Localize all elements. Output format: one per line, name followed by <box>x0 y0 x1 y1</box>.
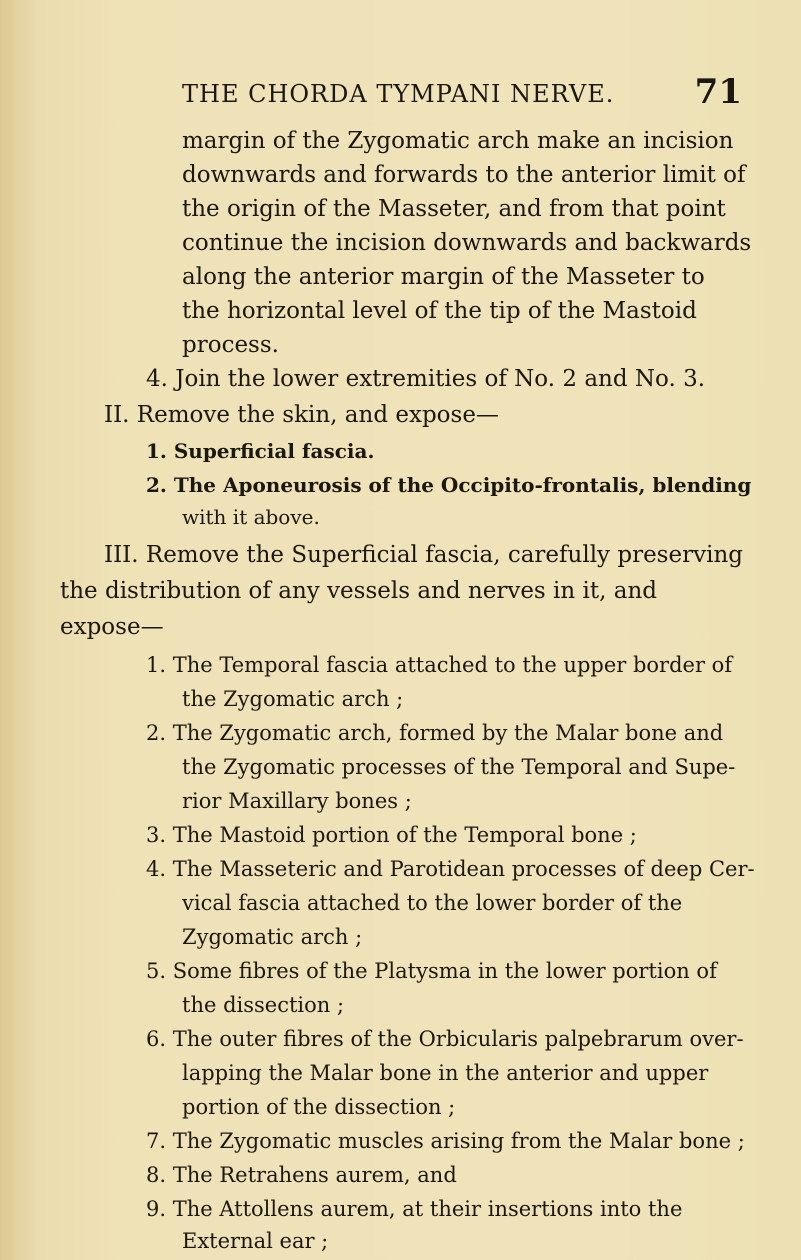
list-item: 1. Superficial fascia. <box>146 439 375 463</box>
text-line: the Zygomatic processes of the Temporal and Supe- <box>182 755 736 779</box>
list-item: 2. The Zygomatic arch, formed by the Malar bone and <box>146 721 724 745</box>
list-item: 7. The Zygomatic muscles arising from the Malar bone ; <box>146 1129 745 1153</box>
list-item: 2. The Aponeurosis of the Occipito-frontalis, blending <box>146 473 752 497</box>
page-number: 71 <box>694 72 742 112</box>
text-line: the Zygomatic arch ; <box>182 687 404 711</box>
text-line: lapping the Malar bone in the anterior and upper <box>182 1061 709 1085</box>
text-line: downwards and forwards to the anterior limit of <box>182 162 746 188</box>
running-title: THE CHORDA TYMPANI NERVE. <box>182 80 615 108</box>
text-line: process. <box>182 332 279 358</box>
text-line: continue the incision downwards and backwards <box>182 230 752 256</box>
list-item: 6. The outer fibres of the Orbicularis palpebrarum over- <box>146 1027 744 1051</box>
list-item: 5. Some fibres of the Platysma in the lower portion of <box>146 959 717 983</box>
text-line: rior Maxillary bones ; <box>182 789 412 813</box>
text-line: portion of the dissection ; <box>182 1095 456 1119</box>
list-item: 8. The Retrahens aurem, and <box>146 1163 457 1187</box>
text-line: expose— <box>60 614 164 640</box>
text-line: margin of the Zygomatic arch make an incision <box>182 128 734 154</box>
list-item: 1. The Temporal fascia attached to the upper border of <box>146 653 733 677</box>
section-heading-ii: II. Remove the skin, and expose— <box>104 402 499 428</box>
text-line: with it above. <box>182 505 320 529</box>
page-header <box>182 72 742 116</box>
list-item: 9. The Attollens aurem, at their insertions into the <box>146 1197 683 1221</box>
text-line: along the anterior margin of the Masseter to <box>182 264 705 290</box>
list-item: 3. The Mastoid portion of the Temporal bone ; <box>146 823 637 847</box>
list-item-step-4: 4. Join the lower extremities of No. 2 and No. 3. <box>146 366 706 392</box>
text-line: Zygomatic arch ; <box>182 925 363 949</box>
text-line: the horizontal level of the tip of the Mastoid <box>182 298 697 324</box>
section-heading-iii: III. Remove the Superficial fascia, carefully preserving <box>104 542 743 568</box>
list-item: 4. The Masseteric and Parotidean processes of deep Cer- <box>146 857 755 881</box>
text-line: the distribution of any vessels and nerves in it, and <box>60 578 658 604</box>
text-line: External ear ; <box>182 1229 329 1253</box>
text-line: the origin of the Masseter, and from that point <box>182 196 726 222</box>
text-line: the dissection ; <box>182 993 345 1017</box>
text-line: vical fascia attached to the lower border of the <box>182 891 683 915</box>
